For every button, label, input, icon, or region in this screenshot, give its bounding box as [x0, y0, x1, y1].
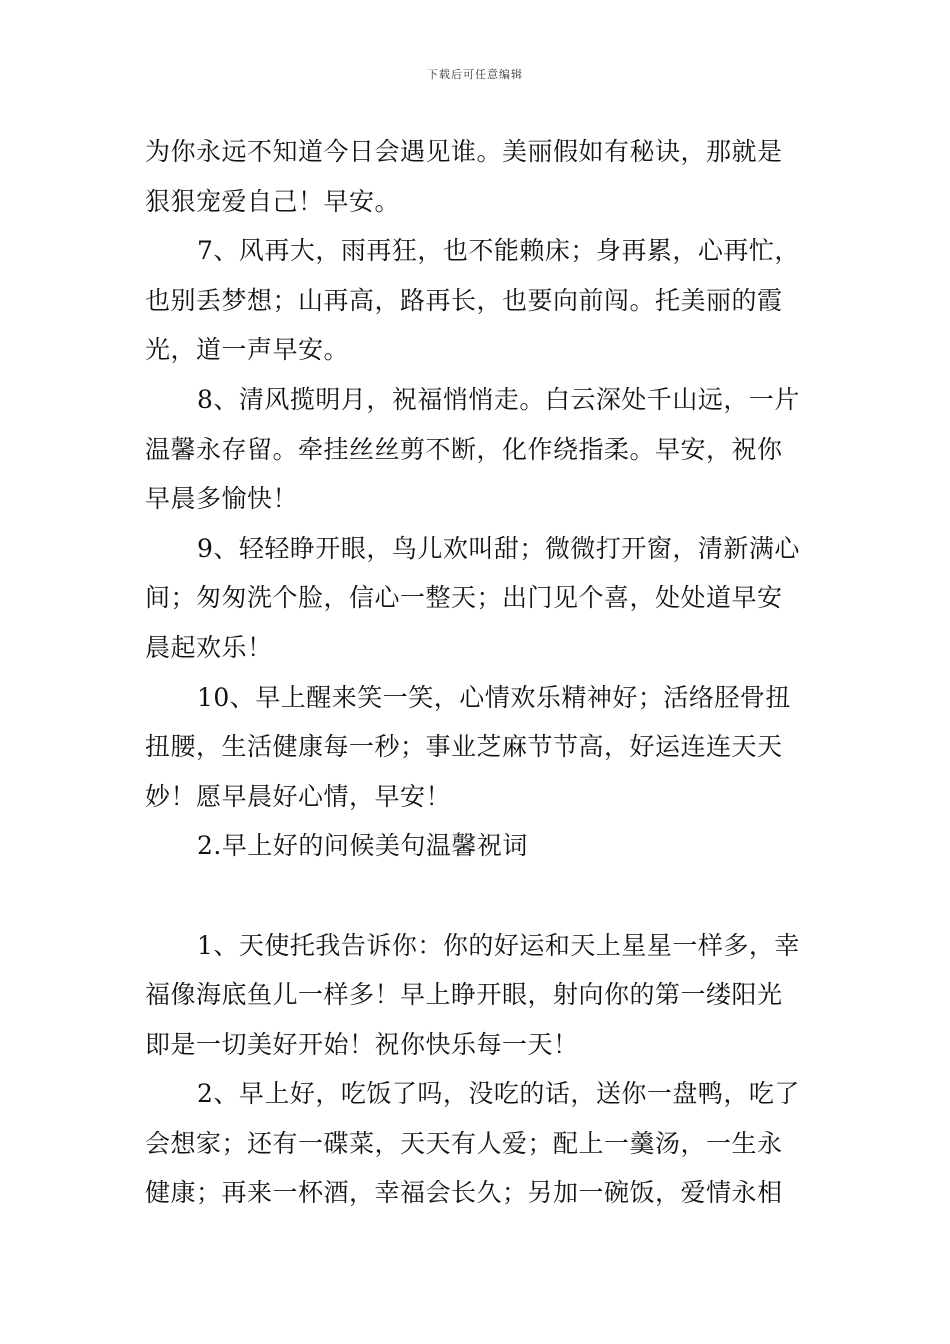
text-line: 温馨永存留。牵挂丝丝剪不断，化作绕指柔。早安，祝你: [145, 434, 783, 464]
text-line: 早晨多愉快！: [145, 484, 299, 514]
text-line: 妙！愿早晨好心情，早安！: [145, 781, 452, 811]
text-line: 扭腰，生活健康每一秒；事业芝麻节节高，好运连连天天: [145, 732, 783, 762]
text-line: 2、早上好，吃饭了吗，没吃的话，送你一盘鸭，吃了: [197, 1079, 800, 1109]
section-heading: 2.早上好的问候美句温馨祝词: [197, 831, 528, 861]
text-line: 光，道一声早安。: [145, 335, 350, 365]
text-line: 狠狠宠爱自己！早安。: [145, 186, 401, 216]
page-header: 下载后可任意编辑: [427, 68, 523, 81]
text-line: 8、清风揽明月，祝福悄悄走。白云深处千山远，一片: [197, 384, 800, 414]
document-body: [145, 127, 807, 1218]
text-line: 会想家；还有一碟菜，天天有人爱；配上一羹汤，一生永: [145, 1128, 783, 1158]
text-line: 7、风再大，雨再狂，也不能赖床；身再累，心再忙，: [197, 236, 800, 266]
text-line: 10、早上醒来笑一笑，心情欢乐精神好；活络胫骨扭: [197, 682, 791, 712]
text-line: 健康；再来一杯酒，幸福会长久；另加一碗饭，爱情永相: [145, 1178, 783, 1208]
text-line: 间；匆匆洗个脸，信心一整天；出门见个喜，处处道早安: [145, 583, 783, 613]
text-line: 即是一切美好开始！祝你快乐每一天！: [145, 1029, 579, 1059]
text-line: 福像海底鱼儿一样多！早上睁开眼，射向你的第一缕阳光: [145, 980, 783, 1010]
text-line: 1、天使托我告诉你：你的好运和天上星星一样多，幸: [197, 930, 800, 960]
text-line: 晨起欢乐！: [145, 632, 273, 662]
text-line: 为你永远不知道今日会遇见谁。美丽假如有秘诀，那就是: [145, 137, 783, 166]
text-line: 也别丢梦想；山再高，路再长，也要向前闯。托美丽的霞: [145, 285, 783, 315]
text-line: 9、轻轻睁开眼，鸟儿欢叫甜；微微打开窗，清新满心: [197, 533, 800, 563]
blank-line: [145, 871, 807, 921]
